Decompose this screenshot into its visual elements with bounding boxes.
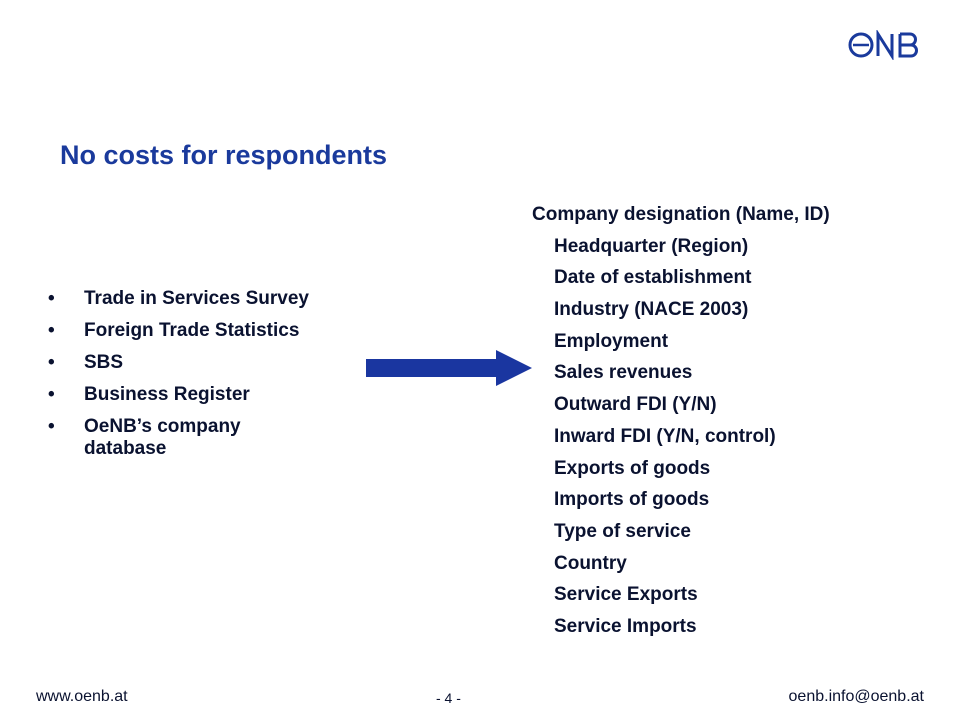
bullet-dot: • bbox=[48, 288, 55, 309]
list-item: Sales revenues bbox=[554, 362, 693, 384]
list-item: Type of service bbox=[554, 520, 691, 542]
list-item: Company designation (Name, ID) bbox=[532, 204, 830, 225]
list-item: Country bbox=[554, 552, 627, 574]
slide-title: No costs for respondents bbox=[60, 140, 388, 170]
list-item: Date of establishment bbox=[554, 267, 752, 289]
list-item: Exports of goods bbox=[554, 457, 711, 479]
list-item: Employment bbox=[554, 330, 669, 352]
page-number: - 4 - bbox=[436, 690, 461, 706]
list-item: • Foreign Trade Statistics bbox=[48, 320, 300, 341]
list-item: Industry (NACE 2003) bbox=[554, 299, 749, 321]
oenb-logo-icon bbox=[848, 30, 928, 60]
bullet-dot: • bbox=[48, 352, 55, 373]
list-item: • OeNB’s company database bbox=[48, 416, 241, 459]
oenb-logo bbox=[848, 30, 928, 67]
list-item: Headquarter (Region) bbox=[554, 235, 749, 257]
bullet-dot: • bbox=[48, 384, 55, 405]
list-item: Imports of goods bbox=[554, 489, 710, 511]
list-item: • Business Register bbox=[48, 384, 250, 405]
list-item: Inward FDI (Y/N, control) bbox=[554, 425, 776, 447]
right-arrow-icon bbox=[366, 348, 532, 388]
bullet-dot: • bbox=[48, 320, 55, 341]
data-sources-list bbox=[48, 288, 368, 470]
variables-list bbox=[532, 204, 914, 648]
footer-website: www.oenb.at bbox=[36, 688, 128, 705]
list-item: • Trade in Services Survey bbox=[48, 288, 309, 309]
list-item: Outward FDI (Y/N) bbox=[554, 394, 717, 416]
footer-email: oenb.info@oenb.at bbox=[788, 688, 924, 705]
bullet-dot: • bbox=[48, 416, 55, 437]
list-item: Service Imports bbox=[554, 615, 697, 637]
list-item: • SBS bbox=[48, 352, 124, 373]
list-item: Service Exports bbox=[554, 584, 698, 606]
